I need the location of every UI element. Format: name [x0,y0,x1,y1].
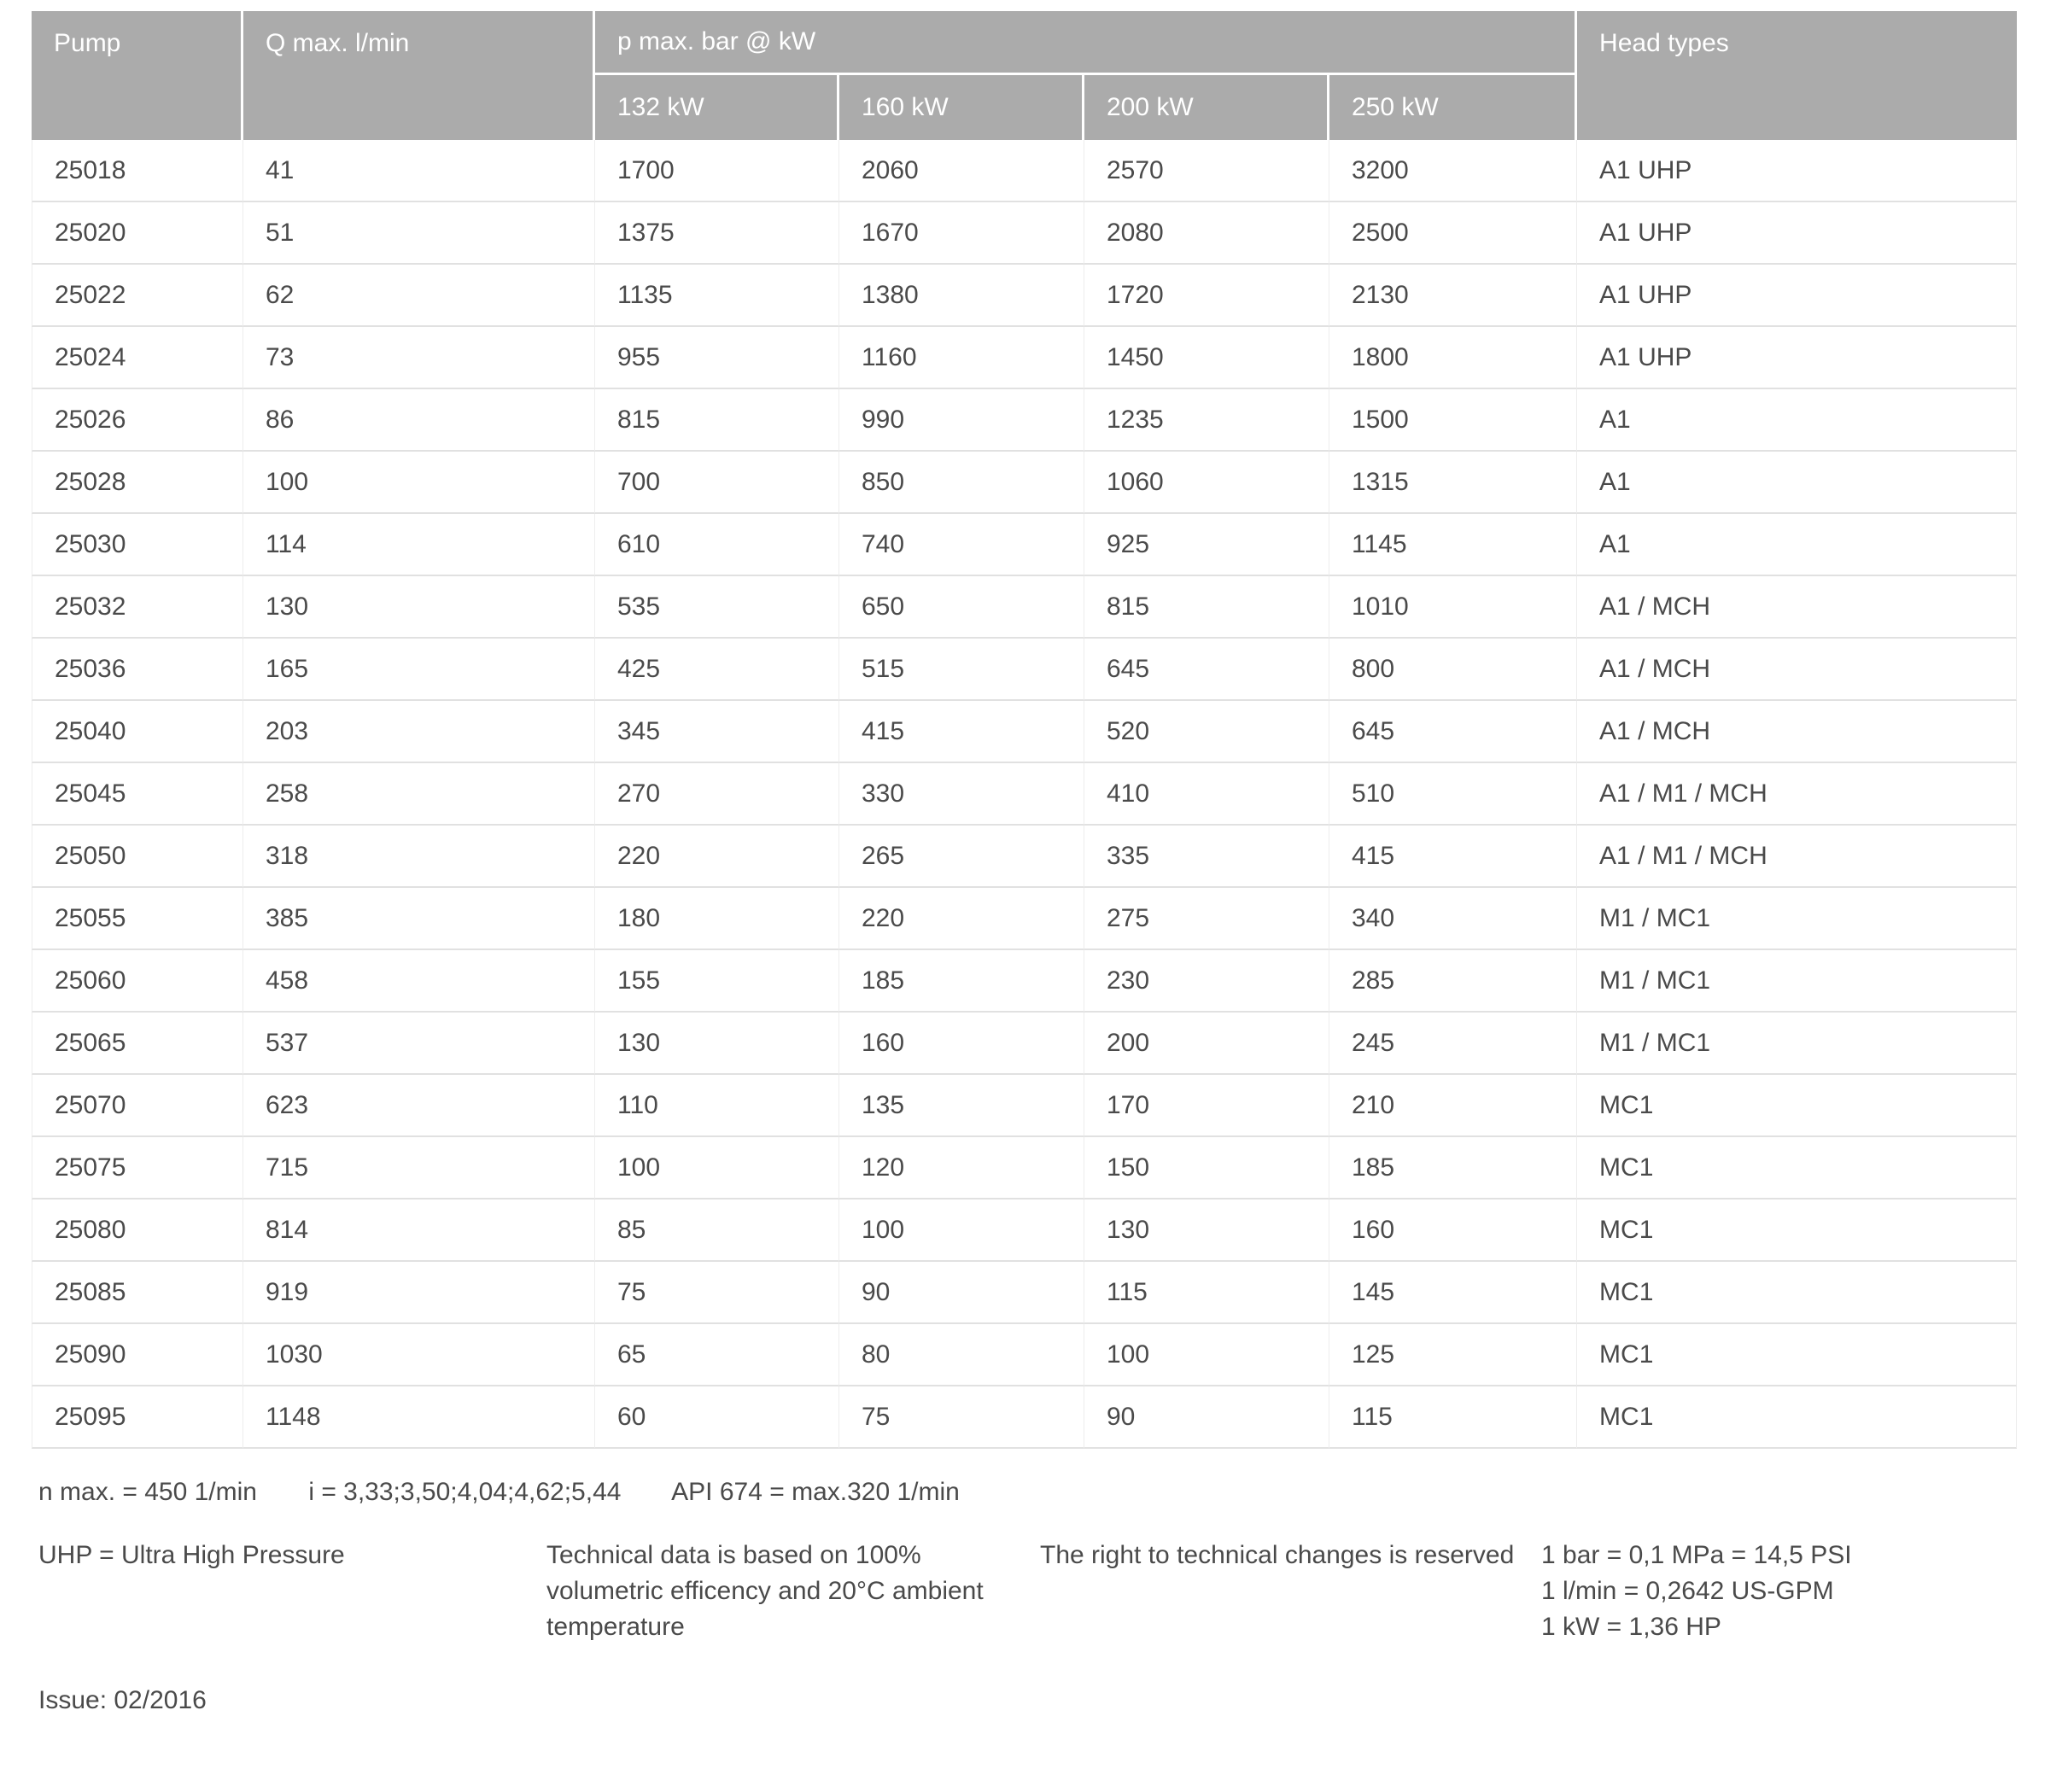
cell-kw_200: 275 [1084,888,1329,950]
table-row [32,701,2017,763]
cell-kw_160: 650 [839,576,1084,639]
cell-head_types: MC1 [1577,1075,2017,1137]
cell-kw_132: 155 [595,950,839,1013]
fn-api674: API 674 = max.320 1/min [671,1478,960,1506]
cell-kw_160: 1160 [839,327,1084,389]
table-row [32,826,2017,888]
table-row [32,202,2017,265]
cell-kw_160: 160 [839,1013,1084,1075]
cell-kw_200: 1235 [1084,389,1329,452]
cell-head_types: A1 UHP [1577,140,2017,202]
cell-kw_200: 90 [1084,1386,1329,1449]
issue-line: Issue: 02/2016 [38,1686,207,1714]
cell-kw_160: 185 [839,950,1084,1013]
cell-head_types: M1 / MC1 [1577,950,2017,1013]
header-p-max-group: p max. bar @ kW [595,11,1577,75]
cell-head_types: M1 / MC1 [1577,1013,2017,1075]
cell-kw_200: 925 [1084,514,1329,576]
cell-kw_160: 415 [839,701,1084,763]
cell-kw_132: 65 [595,1324,839,1386]
fn-conversion-kw: 1 kW = 1,36 HP [1541,1613,1721,1641]
cell-q_max_lmin: 1030 [243,1324,595,1386]
table-row [32,1386,2017,1449]
fn-n-max: n max. = 450 1/min [38,1478,257,1506]
cell-kw_132: 270 [595,763,839,826]
cell-q_max_lmin: 62 [243,265,595,327]
cell-q_max_lmin: 165 [243,639,595,701]
cell-kw_250: 3200 [1329,140,1577,202]
cell-pump: 25070 [32,1075,243,1137]
cell-kw_250: 145 [1329,1262,1577,1324]
cell-head_types: MC1 [1577,1262,2017,1324]
cell-kw_160: 265 [839,826,1084,888]
header-head-types: Head types [1577,11,2017,140]
cell-q_max_lmin: 715 [243,1137,595,1200]
header-200kw: 200 kW [1084,75,1329,140]
cell-kw_160: 75 [839,1386,1084,1449]
table-row [32,888,2017,950]
cell-kw_132: 60 [595,1386,839,1449]
cell-kw_132: 345 [595,701,839,763]
table-row [32,1075,2017,1137]
header-q-max: Q max. l/min [243,11,595,140]
cell-kw_132: 110 [595,1075,839,1137]
cell-kw_160: 135 [839,1075,1084,1137]
cell-head_types: MC1 [1577,1200,2017,1262]
cell-head_types: A1 / M1 / MCH [1577,826,2017,888]
cell-q_max_lmin: 623 [243,1075,595,1137]
cell-pump: 25080 [32,1200,243,1262]
cell-pump: 25018 [32,140,243,202]
cell-kw_200: 130 [1084,1200,1329,1262]
fn-uhp: UHP = Ultra High Pressure [38,1541,345,1569]
cell-pump: 25060 [32,950,243,1013]
cell-kw_250: 185 [1329,1137,1577,1200]
cell-kw_132: 180 [595,888,839,950]
cell-kw_250: 160 [1329,1200,1577,1262]
cell-q_max_lmin: 51 [243,202,595,265]
cell-kw_160: 850 [839,452,1084,514]
table-row [32,1137,2017,1200]
cell-kw_132: 75 [595,1262,839,1324]
cell-q_max_lmin: 203 [243,701,595,763]
cell-head_types: MC1 [1577,1386,2017,1449]
cell-q_max_lmin: 114 [243,514,595,576]
cell-pump: 25050 [32,826,243,888]
cell-kw_132: 610 [595,514,839,576]
cell-pump: 25028 [32,452,243,514]
cell-kw_200: 815 [1084,576,1329,639]
cell-kw_250: 2500 [1329,202,1577,265]
table-row [32,576,2017,639]
header-250kw: 250 kW [1329,75,1577,140]
cell-kw_160: 90 [839,1262,1084,1324]
cell-kw_250: 1315 [1329,452,1577,514]
table-body [32,140,2017,1449]
fn-conversion-bar: 1 bar = 0,1 MPa = 14,5 PSI [1541,1541,1852,1569]
cell-pump: 25090 [32,1324,243,1386]
cell-q_max_lmin: 100 [243,452,595,514]
cell-pump: 25020 [32,202,243,265]
table-row [32,1262,2017,1324]
cell-head_types: MC1 [1577,1324,2017,1386]
fn-i-ratios: i = 3,33;3,50;4,04;4,62;5,44 [308,1478,622,1506]
table-row [32,1200,2017,1262]
cell-kw_132: 1375 [595,202,839,265]
cell-head_types: A1 / M1 / MCH [1577,763,2017,826]
table-row [32,639,2017,701]
cell-kw_250: 1010 [1329,576,1577,639]
cell-kw_132: 220 [595,826,839,888]
cell-kw_132: 700 [595,452,839,514]
cell-kw_250: 2130 [1329,265,1577,327]
cell-q_max_lmin: 86 [243,389,595,452]
cell-kw_200: 520 [1084,701,1329,763]
cell-kw_160: 330 [839,763,1084,826]
cell-kw_200: 645 [1084,639,1329,701]
cell-head_types: A1 [1577,514,2017,576]
header-160kw: 160 kW [839,75,1084,140]
table-row [32,514,2017,576]
cell-kw_160: 1670 [839,202,1084,265]
cell-kw_200: 410 [1084,763,1329,826]
cell-kw_132: 1700 [595,140,839,202]
cell-kw_250: 1500 [1329,389,1577,452]
cell-kw_250: 510 [1329,763,1577,826]
cell-kw_250: 1800 [1329,327,1577,389]
cell-head_types: A1 [1577,389,2017,452]
cell-pump: 25095 [32,1386,243,1449]
cell-kw_250: 125 [1329,1324,1577,1386]
cell-q_max_lmin: 814 [243,1200,595,1262]
cell-q_max_lmin: 385 [243,888,595,950]
cell-kw_250: 115 [1329,1386,1577,1449]
cell-pump: 25055 [32,888,243,950]
header-132kw: 132 kW [595,75,839,140]
cell-kw_132: 955 [595,327,839,389]
cell-kw_160: 80 [839,1324,1084,1386]
cell-kw_160: 2060 [839,140,1084,202]
cell-pump: 25036 [32,639,243,701]
cell-head_types: A1 UHP [1577,327,2017,389]
cell-kw_250: 800 [1329,639,1577,701]
cell-pump: 25075 [32,1137,243,1200]
cell-head_types: A1 UHP [1577,265,2017,327]
cell-kw_200: 2570 [1084,140,1329,202]
fn-conversion-lmin: 1 l/min = 0,2642 US-GPM [1541,1577,1834,1605]
table-row [32,1013,2017,1075]
cell-pump: 25040 [32,701,243,763]
cell-head_types: MC1 [1577,1137,2017,1200]
cell-kw_250: 210 [1329,1075,1577,1137]
cell-kw_200: 230 [1084,950,1329,1013]
cell-head_types: A1 / MCH [1577,576,2017,639]
table-row [32,327,2017,389]
table-row [32,763,2017,826]
cell-q_max_lmin: 919 [243,1262,595,1324]
cell-kw_160: 515 [839,639,1084,701]
fn-conversions [1541,1538,1852,1645]
cell-pump: 25032 [32,576,243,639]
table-row [32,452,2017,514]
cell-pump: 25022 [32,265,243,327]
cell-kw_250: 415 [1329,826,1577,888]
cell-kw_132: 100 [595,1137,839,1200]
cell-q_max_lmin: 318 [243,826,595,888]
table-row [32,140,2017,202]
cell-kw_200: 1450 [1084,327,1329,389]
table-row [32,389,2017,452]
cell-kw_250: 340 [1329,888,1577,950]
cell-kw_200: 100 [1084,1324,1329,1386]
cell-kw_160: 990 [839,389,1084,452]
cell-pump: 25045 [32,763,243,826]
cell-head_types: A1 / MCH [1577,639,2017,701]
cell-q_max_lmin: 1148 [243,1386,595,1449]
table-row [32,950,2017,1013]
cell-head_types: A1 / MCH [1577,701,2017,763]
cell-kw_160: 220 [839,888,1084,950]
cell-pump: 25030 [32,514,243,576]
cell-kw_200: 170 [1084,1075,1329,1137]
cell-kw_250: 285 [1329,950,1577,1013]
cell-q_max_lmin: 458 [243,950,595,1013]
footnotes [38,1478,2017,1715]
cell-kw_132: 535 [595,576,839,639]
pump-spec-table [32,11,2017,1449]
cell-kw_200: 150 [1084,1137,1329,1200]
cell-q_max_lmin: 130 [243,576,595,639]
cell-pump: 25024 [32,327,243,389]
cell-q_max_lmin: 537 [243,1013,595,1075]
cell-q_max_lmin: 73 [243,327,595,389]
cell-kw_200: 1060 [1084,452,1329,514]
cell-head_types: A1 UHP [1577,202,2017,265]
pump-spec-sheet [32,11,2017,1715]
cell-head_types: M1 / MC1 [1577,888,2017,950]
cell-head_types: A1 [1577,452,2017,514]
fn-technical: Technical data is based on 100% volumetric efficency and 20°C ambient temperature [546,1541,984,1641]
cell-kw_132: 425 [595,639,839,701]
table-row [32,1324,2017,1386]
header-pump: Pump [32,11,243,140]
cell-kw_132: 815 [595,389,839,452]
cell-kw_200: 1720 [1084,265,1329,327]
fn-rights: The right to technical changes is reserved [1040,1541,1515,1569]
cell-kw_200: 115 [1084,1262,1329,1324]
cell-kw_132: 85 [595,1200,839,1262]
cell-kw_200: 200 [1084,1013,1329,1075]
cell-kw_160: 1380 [839,265,1084,327]
cell-q_max_lmin: 41 [243,140,595,202]
cell-kw_200: 2080 [1084,202,1329,265]
cell-kw_132: 1135 [595,265,839,327]
cell-kw_250: 645 [1329,701,1577,763]
cell-kw_250: 245 [1329,1013,1577,1075]
footnote-line [38,1478,2017,1507]
cell-kw_160: 100 [839,1200,1084,1262]
cell-kw_160: 740 [839,514,1084,576]
footnote-columns [38,1538,2017,1647]
table-header [32,11,2017,140]
cell-pump: 25026 [32,389,243,452]
cell-q_max_lmin: 258 [243,763,595,826]
cell-kw_200: 335 [1084,826,1329,888]
cell-pump: 25085 [32,1262,243,1324]
cell-pump: 25065 [32,1013,243,1075]
table-row [32,265,2017,327]
cell-kw_160: 120 [839,1137,1084,1200]
cell-kw_250: 1145 [1329,514,1577,576]
cell-kw_132: 130 [595,1013,839,1075]
